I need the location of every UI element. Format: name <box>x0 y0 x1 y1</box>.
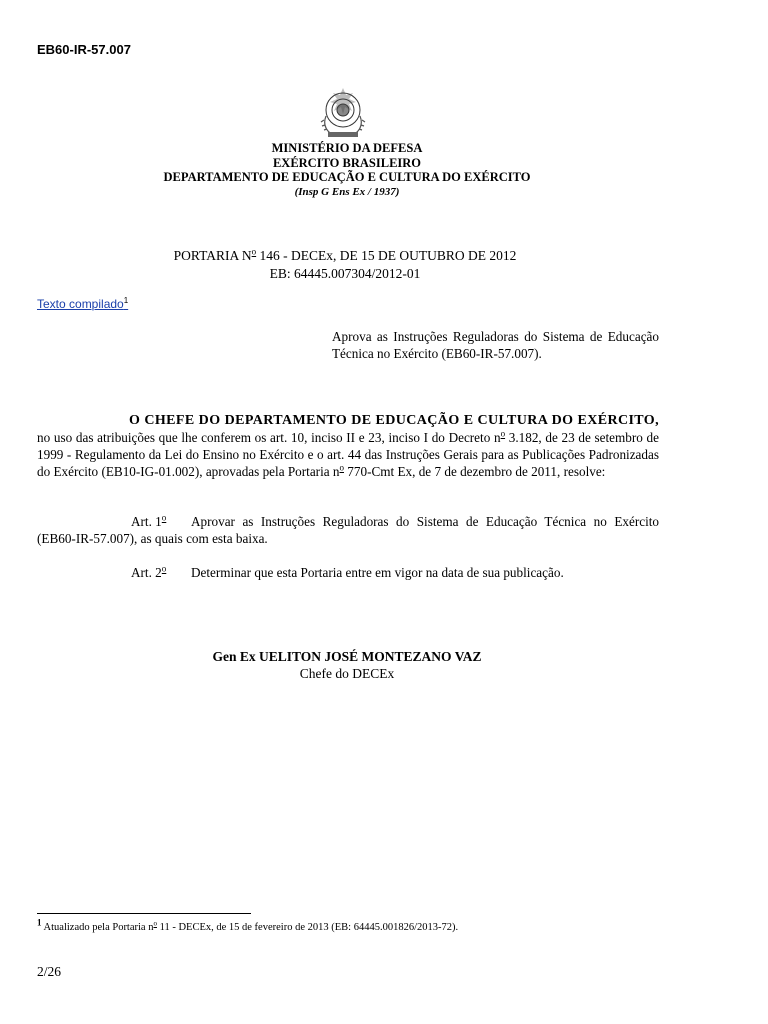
article-text: Determinar que esta Portaria entre em vigor na data de sua publicação. <box>191 565 564 580</box>
article-label: Art. 1$^o$ <box>131 512 167 529</box>
footnote <box>37 917 459 935</box>
ementa: Aprova as Instruções Reguladoras do Sistema de Educação Técnica no Exército (EB60-IR-57.007). <box>332 329 659 361</box>
ordinal-mark: o <box>500 428 506 439</box>
preamble <box>37 411 659 480</box>
eb-number: EB: 64445.007304/2012-01 <box>269 266 421 281</box>
army-name: EXÉRCITO BRASILEIRO <box>272 155 422 170</box>
ordinal-mark: o <box>251 246 257 257</box>
institution-header <box>0 141 694 199</box>
footnote-text-1: Atualizado pela Portaria n <box>43 922 154 933</box>
portaria-rest: 146 - DECEx, DE 15 DE OUTUBRO DE 2012 <box>256 248 517 263</box>
preamble-body-1: no uso das atribuições que lhe conferem os art. 10, inciso II e 23, inciso I do Decreto n <box>37 430 501 445</box>
page-number: 2/26 <box>37 964 62 979</box>
compiled-text-link[interactable]: Texto compilado <box>37 297 124 311</box>
inspection-note: (Insp G Ens Ex / 1937) <box>294 185 400 198</box>
compiled-text-link-wrap <box>37 297 128 311</box>
signature-block <box>0 648 694 682</box>
department-name: DEPARTAMENTO DE EDUCAÇÃO E CULTURA DO EXÉRCITO <box>163 170 531 184</box>
portaria-title <box>0 247 690 283</box>
footnote-ref[interactable]: 1 <box>123 296 129 305</box>
footnote-number: 1 <box>37 917 42 928</box>
signatory-role: Chefe do DECEx <box>299 666 395 681</box>
preamble-body-3: 770-Cmt Ex, de 7 de dezembro de 2011, resolve: <box>343 464 606 479</box>
portaria-number <box>0 247 690 265</box>
signatory-name: Gen Ex UELITON JOSÉ MONTEZANO VAZ <box>212 649 482 664</box>
coat-of-arms-brazil-icon <box>318 86 368 140</box>
preamble-lead-o: O <box>129 413 145 428</box>
article-1 <box>37 513 659 547</box>
ordinal-mark: o <box>153 919 157 928</box>
ordinal-mark: o <box>339 462 344 473</box>
preamble-lead-title: CHEFE DO DEPARTAMENTO DE EDUCAÇÃO E CULTURA DO EXÉRCITO, <box>144 413 659 428</box>
footnote-divider <box>37 913 251 914</box>
article-2 <box>37 564 659 581</box>
article-label: Art. 2$^o$ <box>131 563 167 580</box>
ministry-name: MINISTÉRIO DA DEFESA <box>271 141 423 155</box>
document-code: EB60-IR-57.007 <box>37 42 131 57</box>
portaria-prefix: PORTARIA N <box>173 248 252 263</box>
preamble-body-2: 3.182, de 23 de setembro de 1999 - Regulamento da Lei do Ensino no Exército e o art. 44 das Instruções Gerais para as Publicações Padronizadas do Exército (EB10-IG-01.002), aprovadas pela Portaria n <box>37 430 659 479</box>
article-text: Aprovar as Instruções Reguladoras do Sistema de Educação Técnica no Exército (EB60-IR-57.007), as quais com esta baixa. <box>37 514 659 546</box>
footnote-text-2: 11 - DECEx, de 15 de fevereiro de 2013 (EB: 64445.001826/2013-72). <box>156 922 459 933</box>
